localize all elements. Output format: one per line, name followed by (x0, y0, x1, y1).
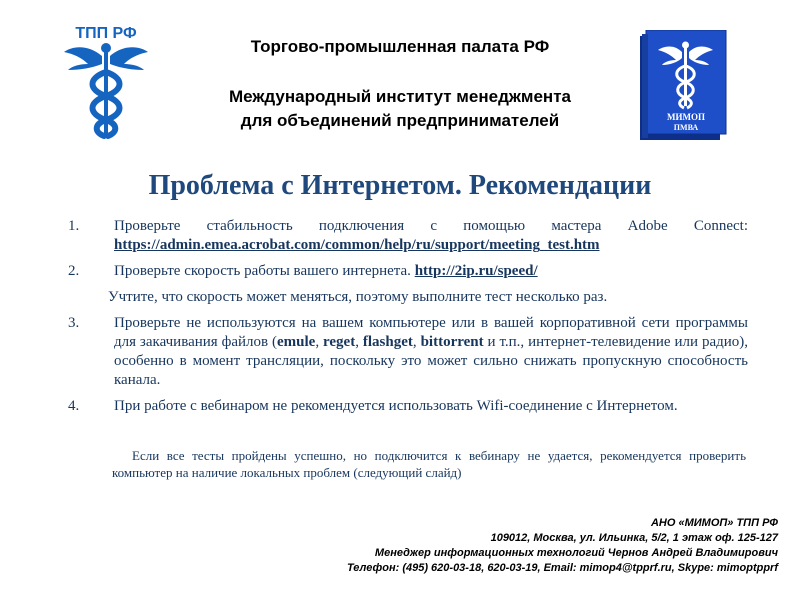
item-number: 3. (68, 315, 80, 331)
list-item-4 (68, 397, 748, 416)
item-text (114, 262, 748, 281)
footnote: Если все тесты пройдены успешно, но подключится к вебинару не удается, рекомендуется проверить компьютер на наличие локальных проблем (следующий слайд) (112, 448, 746, 480)
item-number: 1. (68, 218, 80, 234)
footer-contacts: Телефон: (495) 620-03-18, 620-03-19, Email: mimop4@tpprf.ru, Skype: mimoptpprf (347, 562, 778, 574)
list-item-3 (68, 314, 748, 390)
institute-name-line1: Международный институт менеджмента (228, 87, 571, 106)
separator: , (412, 334, 421, 350)
contact-footer (347, 516, 778, 576)
list-item-1 (68, 217, 748, 255)
footer-address: 109012, Москва, ул. Ильинка, 5/2, 1 этаж оф. 125-127 (490, 532, 778, 544)
recommendations-list (68, 217, 748, 423)
adobe-connect-test-link[interactable]: https://admin.emea.acrobat.com/common/help/ru/support/meeting_test.htm (114, 237, 600, 253)
item-text-part-b: и т.п., интернет-телевидение или радио), особенно в момент трансляции, поскольку это может сильно снижать пропускную способность канала. (114, 334, 749, 388)
mimop-book-logo (640, 30, 728, 142)
program-emule: emule (277, 334, 316, 350)
badge-text-2: ПМВА (673, 123, 699, 132)
separator: , (315, 334, 324, 350)
program-flashget: flashget (362, 334, 413, 350)
separator: , (355, 334, 363, 350)
program-reget: reget (323, 334, 356, 350)
chamber-name: Торгово-промышленная палата РФ (250, 37, 550, 56)
institute-name-line2: для объединений предпринимателей (240, 111, 560, 130)
footer-org: АНО «МИМОП» ТПП РФ (650, 517, 778, 529)
item-text (114, 217, 748, 255)
logo-text: ТПП РФ (75, 25, 137, 42)
list-item-2 (68, 262, 748, 281)
program-bittorrent: bittorrent (420, 334, 484, 350)
tpp-logo (58, 22, 154, 142)
item-text-part-a: Проверьте не используются на вашем компьютере или в вашей корпоративной сети программы для закачивания файлов ( (114, 315, 748, 350)
item-text-body: Проверьте стабильность подключения с помощью мастера Adobe Connect: (114, 218, 748, 234)
caduceus-logo-icon (58, 22, 154, 142)
footer-manager: Менеджер информационных технологий Чернов Андрей Владимирович (374, 547, 778, 559)
item-text: При работе с вебинаром не рекомендуется использовать Wifi-соединение с Интернетом. (114, 398, 678, 414)
page-title: Проблема с Интернетом. Рекомендации (148, 170, 652, 201)
badge-text-1: МИМОП (667, 112, 705, 122)
item-text (114, 314, 748, 390)
item-number: 4. (68, 398, 80, 414)
book-caduceus-icon (640, 30, 728, 142)
item-number: 2. (68, 263, 80, 279)
speed-note: Учтите, что скорость может меняться, поэтому выполните тест несколько раз. (108, 289, 608, 305)
speed-test-link[interactable]: http://2ip.ru/speed/ (414, 263, 538, 279)
item-text-body: Проверьте скорость работы вашего интернета. (114, 263, 415, 279)
